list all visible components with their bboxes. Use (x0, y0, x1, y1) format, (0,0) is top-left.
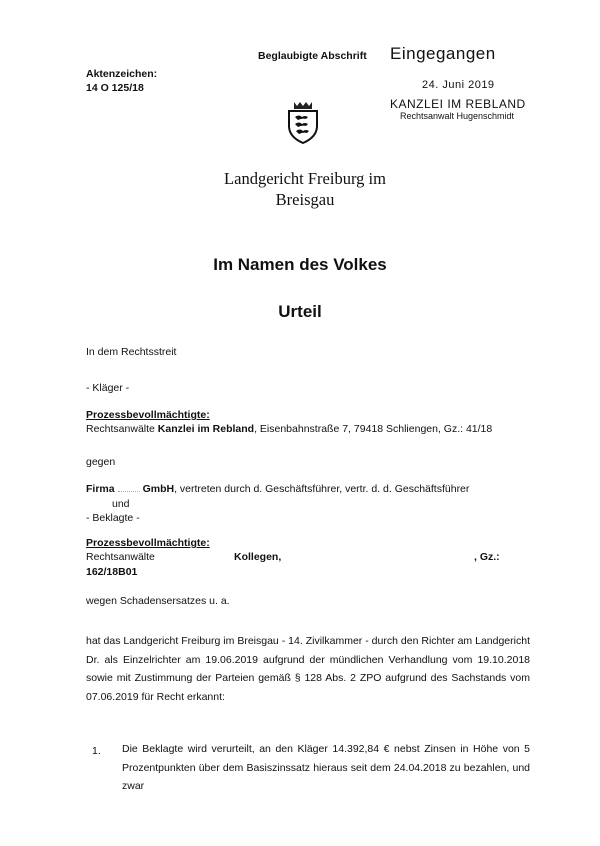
defendant-and: und (112, 498, 130, 510)
court-name: Landgericht Freiburg im Breisgau (224, 169, 386, 209)
intro-line: In dem Rechtsstreit (86, 346, 177, 358)
document-heading: Im Namen des Volkes (213, 255, 387, 274)
stamp-date: 24. Juni 2019 (422, 79, 495, 91)
counsel-label-defendant: Prozessbevollmächtigte: (86, 537, 210, 549)
item-1-text: Die Beklagte wird verurteilt, an den Kläger 14.392,84 € nebst Zinsen in Höhe von 5 Prozentpunkten über dem Basiszinssatz hieraus seit dem 24.04.2018 zu bezahlen, und zwar (122, 743, 530, 792)
counsel-plaintiff-line (86, 422, 492, 436)
coat-of-arms-icon (286, 100, 320, 144)
counsel-defendant-prefix: Rechtsanwälte (86, 551, 155, 563)
counsel-plaintiff-address: , Eisenbahnstraße 7, 79418 Schliengen, Gz.: 41/18 (254, 423, 493, 435)
stamp-firm-sub: Rechtsanwalt Hugenschmidt (400, 111, 515, 121)
file-number-label: Aktenzeichen: (86, 68, 158, 80)
defendant-gmbh: GmbH (142, 483, 175, 495)
stamp-firm: KANZLEI IM REBLAND (390, 97, 526, 111)
item-1-number: 1. (92, 745, 101, 757)
certified-copy-label: Beglaubigte Abschrift (258, 50, 367, 62)
counsel-defendant-number: 162/18B01 (86, 566, 138, 578)
defendant-prefix: Firma (86, 483, 115, 495)
counsel-defendant-gz: , Gz.: (474, 551, 500, 563)
received-stamp (390, 44, 540, 121)
plaintiff-role: - Kläger - (86, 382, 130, 394)
defendant-representation: , vertreten durch d. Geschäftsführer, vertr. d. d. Geschäftsführer (174, 483, 470, 495)
defendant-line (86, 482, 469, 496)
counsel-defendant-name: Kollegen, (234, 551, 282, 563)
redaction-mark (118, 483, 140, 492)
matter-line: wegen Schadensersatzes u. a. (86, 595, 230, 607)
counsel-label-plaintiff: Prozessbevollmächtigte: (86, 409, 210, 421)
counsel-plaintiff-name: Kanzlei im Rebland (157, 423, 255, 435)
defendant-role: - Beklagte - (86, 512, 140, 524)
counsel-plaintiff-prefix: Rechtsanwälte (86, 423, 158, 435)
decision-paragraph: hat das Landgericht Freiburg im Breisgau - 14. Zivilkammer - durch den Richter am Landgericht Dr. als Einzelrichter am 19.06.2019 aufgrund der mündlichen Verhandlung vom 19.10.2018 sowie mit Zustimmung der Parteien gemäß § 128 Abs. 2 ZPO aufgrund des Sachstands vom 07.06.2019 für Recht erkannt: (86, 635, 530, 703)
judgment-title: Urteil (278, 302, 322, 321)
stamp-received: Eingegangen (390, 44, 496, 63)
against-line: gegen (86, 456, 116, 468)
file-number-block (86, 67, 157, 95)
file-number-value: 14 O 125/18 (86, 82, 144, 94)
